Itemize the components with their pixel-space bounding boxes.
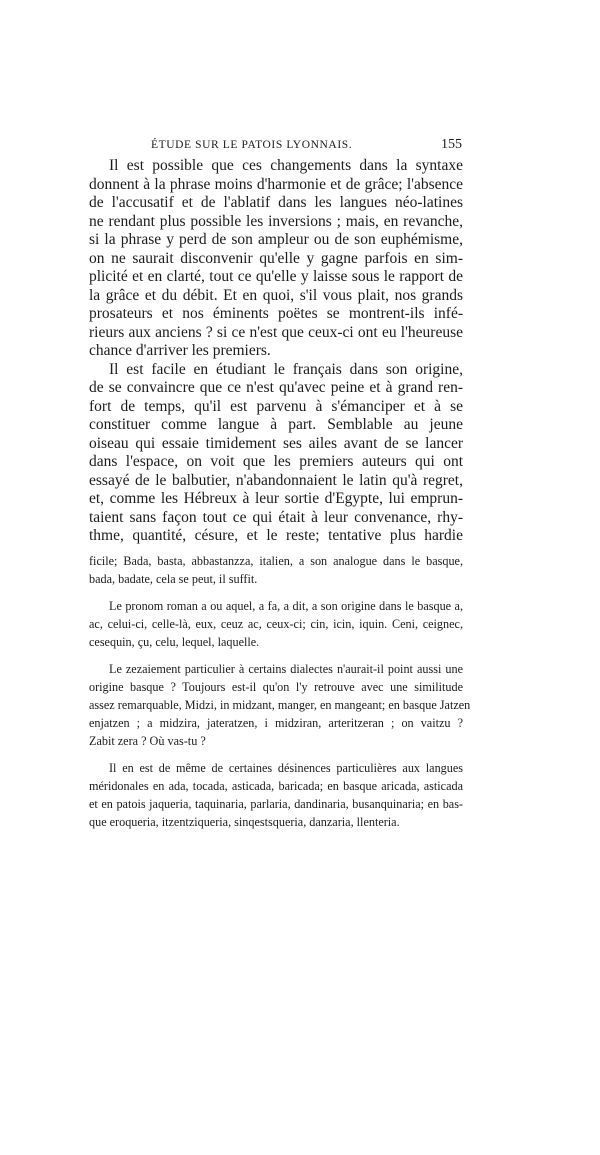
footnote-line: ac, celui-ci, celle-là, eux, ceuz ac, ceux-ci; cin, icin, iquin. Ceni, ceignec, (89, 617, 463, 631)
running-title: ÉTUDE SUR LE PATOIS LYONNAIS. (151, 139, 353, 151)
footnote-line: et en patois jaqueria, taquinaria, parlaria, dandinaria, busanquinaria; en bas- (89, 797, 463, 811)
text-line: dans l'espace, on voit que les premiers auteurs qui ont (89, 453, 463, 470)
footnote-line: ficile; Bada, basta, abbastanzza, italien, a son analogue dans le basque, (89, 554, 463, 568)
text-line: constituer comme langue à part. Semblable au jeune (89, 416, 463, 433)
text-line: de se convaincre que ce n'est qu'avec peine et à grand ren- (89, 379, 463, 396)
footnotes (89, 552, 471, 840)
footnote-2 (89, 597, 463, 651)
footnote-line: méridonales en ada, tocada, asticada, baricada; en basque aricada, asticada (89, 779, 463, 793)
text-line: donnent à la phrase moins d'harmonie et de grâce; l'absence (89, 175, 463, 193)
footnote-line: Le zezaiement particulier à certains dialectes n'aurait-il point aussi une (109, 662, 463, 676)
footnote-line: enjatzen ; a midzira, jateratzen, i midziran, arteritzeran ; on vaitzu ? (89, 716, 463, 730)
text-line: taient sans façon tout ce qui était à leur convenance, rhy- (89, 508, 463, 526)
text-line: essayé de le balbutier, n'abandonnaient le latin qu'à regret, (89, 471, 463, 489)
text-line: et, comme les Hébreux à leur sortie d'Egypte, lui emprun- (89, 490, 463, 507)
text-line: rieurs aux anciens ? si ce n'est que ceux-ci ont eu l'heureuse (89, 323, 463, 341)
text-line: thme, quantité, césure, et le reste; tentative plus hardie (89, 527, 463, 544)
text-line: prosateurs et nos éminents poëtes se montrent-ils infé- (89, 305, 463, 322)
text-line: Il est possible que ces changements dans la syntaxe (109, 157, 463, 174)
footnote-3 (89, 660, 471, 750)
text-line: ne rendant plus possible les inversions ; mais, en revanche, (89, 212, 463, 230)
text-line: la grâce et du débit. Et en quoi, s'il vous plait, nos grands (89, 286, 463, 304)
footnote-line: origine basque ? Toujours est-il qu'on l'y retrouve avec une similitude (89, 680, 463, 694)
footnote-line: que eroqueria, itzentziqueria, sinqestsqueria, danzaria, llenteria. (89, 815, 400, 829)
text-line: chance d'arriver les premiers. (89, 342, 271, 359)
footnote-line: assez remarquable, Midzi, in midzant, manger, en mangeant; en basque Jatzen (89, 698, 471, 712)
text-line: on ne saurait disconvenir qu'elle y gagne parfois en sim- (89, 249, 463, 267)
text-line: oiseau qui essaie timidement ses ailes avant de se lancer (89, 434, 463, 452)
footnote-line: Il en est de même de certaines désinences particulières aux langues (109, 761, 463, 775)
page-number: 155 (441, 137, 462, 152)
text-line: Il est facile en étudiant le français dans son origine, (109, 360, 463, 378)
text-line: si la phrase y perd de son ampleur ou de son euphémisme, (89, 231, 463, 248)
text-line: plicité et en clarté, tout ce qu'elle y laisse sous le rapport de (89, 268, 463, 285)
paragraph-2 (89, 361, 463, 546)
footnote-line: bada, badate, cela se peut, il suffit. (89, 572, 258, 586)
paragraph-1 (89, 157, 463, 361)
running-head (88, 137, 462, 157)
footnote-line: cesequin, çu, celu, lequel, laquelle. (89, 635, 260, 649)
footnote-line: Zabit zera ? Où vas-tu ? (89, 734, 206, 748)
footnote-4 (89, 759, 463, 831)
main-text (89, 157, 463, 546)
footnote-1 (89, 552, 463, 588)
text-line: fort de temps, qu'il est parvenu à s'émanciper et à se (89, 397, 463, 415)
text-line: de l'accusatif et de l'ablatif dans les langues néo-latines (89, 194, 463, 211)
footnote-line: Le pronom roman a ou aquel, a fa, a dit, a son origine dans le basque a, (109, 599, 463, 613)
